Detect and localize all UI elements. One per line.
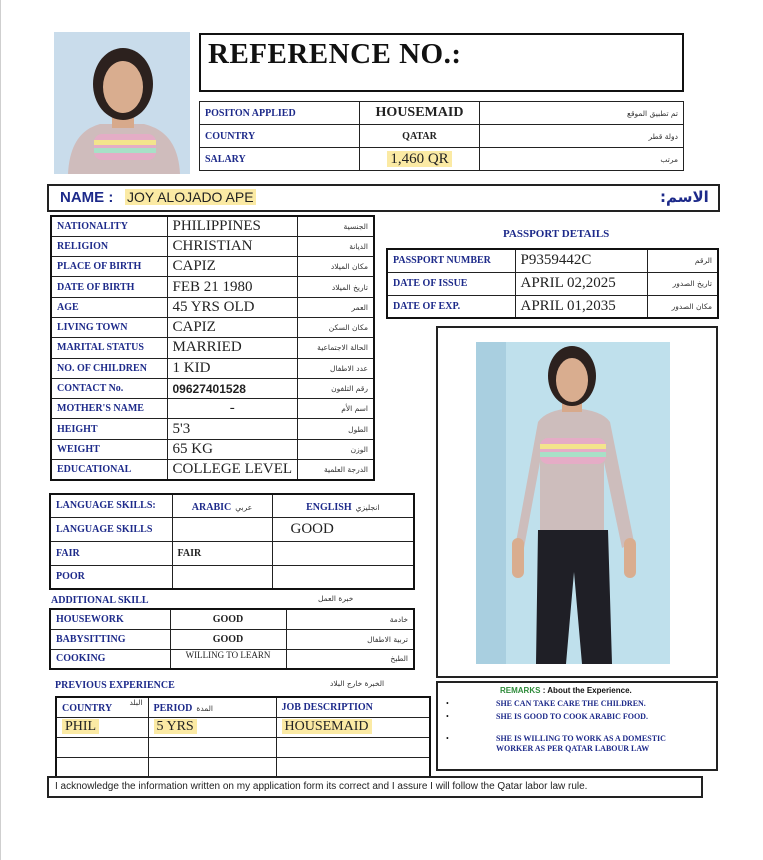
passport-value: P9359442C <box>515 249 647 272</box>
language-english-level <box>272 541 414 565</box>
additional-skill-row <box>50 609 414 629</box>
passport-row <box>387 272 718 295</box>
language-row <box>50 565 414 589</box>
experience-empty-row <box>56 757 430 777</box>
language-row <box>50 517 414 541</box>
personal-label-arabic: مكان الميلاد <box>298 257 374 277</box>
language-label: LANGUAGE SKILLS <box>50 517 172 541</box>
passport-label-arabic: الرقم <box>647 249 718 272</box>
job-value <box>360 102 480 125</box>
personal-value: PHILIPPINES <box>167 216 298 236</box>
job-value <box>360 125 480 148</box>
additional-skill-row <box>50 649 414 669</box>
reference-title: REFERENCE NO.: <box>208 38 462 70</box>
personal-row <box>51 236 374 256</box>
additional-skill-value: WILLING TO LEARN <box>170 649 286 669</box>
personal-label: EDUCATIONAL <box>51 460 167 480</box>
additional-skill-title: ADDITIONAL SKILL <box>51 595 149 606</box>
personal-row <box>51 297 374 317</box>
personal-label-arabic: الديانة <box>298 236 374 256</box>
remark-item: SHE IS WILLING TO WORK AS A DOMESTIC WORKER AS PER QATAR LABOUR LAW <box>496 734 666 753</box>
experience-empty-cell <box>56 737 148 757</box>
personal-label: MOTHER'S NAME <box>51 399 167 419</box>
job-row <box>200 148 684 171</box>
personal-label: CONTACT No. <box>51 378 167 398</box>
job-value <box>360 148 480 171</box>
experience-row <box>56 717 430 737</box>
experience-period <box>148 717 276 737</box>
personal-label: AGE <box>51 297 167 317</box>
experience-header-period: PERIOD المدة <box>148 697 276 717</box>
job-table <box>199 101 684 171</box>
experience-empty-cell <box>148 737 276 757</box>
experience-period-text: 5 YRS <box>154 719 197 734</box>
additional-skill-label: COOKING <box>50 649 170 669</box>
personal-row <box>51 338 374 358</box>
personal-row <box>51 317 374 337</box>
language-english-level <box>272 565 414 589</box>
experience-empty-cell <box>276 757 430 777</box>
personal-label-arabic: عدد الاطفال <box>298 358 374 378</box>
passport-label: DATE OF EXP. <box>387 295 515 318</box>
language-arabic-level <box>172 565 272 589</box>
experience-empty-cell <box>148 757 276 777</box>
additional-skill-arabic: خادمة <box>286 609 414 629</box>
personal-label-arabic: اسم الأم <box>298 399 374 419</box>
personal-value: CAPIZ <box>167 257 298 277</box>
additional-skill-value: GOOD <box>170 629 286 649</box>
personal-row <box>51 419 374 439</box>
personal-label: NO. OF CHILDREN <box>51 358 167 378</box>
personal-label-arabic: العمر <box>298 297 374 317</box>
language-header-arabic: ARABIC عربي <box>172 494 272 517</box>
passport-label-arabic: مكان الصدور <box>647 295 718 318</box>
personal-label-arabic: الدرجة العلمية <box>298 460 374 480</box>
experience-header-job: JOB DESCRIPTION <box>276 697 430 717</box>
passport-value: APRIL 01,2035 <box>515 295 647 318</box>
personal-label: MARITAL STATUS <box>51 338 167 358</box>
passport-row <box>387 249 718 272</box>
additional-skill-arabic: الطبخ <box>286 649 414 669</box>
language-header-english: ENGLISH انجليزي <box>272 494 414 517</box>
language-row <box>50 541 414 565</box>
personal-label-arabic: مكان السكن <box>298 317 374 337</box>
language-english-level: GOOD <box>272 517 414 541</box>
job-row <box>200 102 684 125</box>
job-label: COUNTRY <box>200 125 360 148</box>
experience-title: PREVIOUS EXPERIENCE <box>55 680 175 691</box>
passport-title: PASSPORT DETAILS <box>503 228 610 240</box>
experience-job <box>276 717 430 737</box>
personal-value: CHRISTIAN <box>167 236 298 256</box>
experience-country-text: PHIL <box>62 719 99 734</box>
personal-value: 65 KG <box>167 439 298 459</box>
applicant-full-body-photo <box>476 342 670 664</box>
job-value-text: 1,460 QR <box>387 151 451 167</box>
language-arabic-level: FAIR <box>172 541 272 565</box>
job-value-text: QATAR <box>402 130 437 142</box>
remark-item: SHE IS GOOD TO COOK ARABIC FOOD. <box>496 712 648 721</box>
personal-value: 1 KID <box>167 358 298 378</box>
personal-label: WEIGHT <box>51 439 167 459</box>
additional-skill-table <box>49 608 415 670</box>
personal-label-arabic: الطول <box>298 419 374 439</box>
language-label: POOR <box>50 565 172 589</box>
name-label: NAME : <box>60 189 114 206</box>
personal-value: 45 YRS OLD <box>167 297 298 317</box>
personal-label: DATE OF BIRTH <box>51 277 167 297</box>
job-row <box>200 125 684 148</box>
personal-label: RELIGION <box>51 236 167 256</box>
personal-label: HEIGHT <box>51 419 167 439</box>
personal-label-arabic: الحالة الاجتماعية <box>298 338 374 358</box>
personal-label: NATIONALITY <box>51 216 167 236</box>
language-header-label: LANGUAGE SKILLS: <box>50 494 172 517</box>
passport-value: APRIL 02,2025 <box>515 272 647 295</box>
personal-label: LIVING TOWN <box>51 317 167 337</box>
personal-row <box>51 378 374 398</box>
personal-value: - <box>167 399 298 419</box>
additional-skill-row <box>50 629 414 649</box>
remark-bullet: • <box>446 699 449 708</box>
experience-country <box>56 717 148 737</box>
job-value-text: HOUSEMAID <box>375 105 464 120</box>
personal-row <box>51 460 374 480</box>
personal-value: COLLEGE LEVEL <box>167 460 298 480</box>
job-label: POSITON APPLIED <box>200 102 360 125</box>
remark-item: SHE CAN TAKE CARE THE CHILDREN. <box>496 699 646 708</box>
personal-label: PLACE OF BIRTH <box>51 257 167 277</box>
additional-skill-value: GOOD <box>170 609 286 629</box>
experience-empty-cell <box>276 737 430 757</box>
job-label: SALARY <box>200 148 360 171</box>
personal-row <box>51 358 374 378</box>
passport-label: PASSPORT NUMBER <box>387 249 515 272</box>
name-value: JOY ALOJADO APE <box>127 189 254 205</box>
personal-row <box>51 399 374 419</box>
experience-table <box>55 696 431 778</box>
personal-value: 09627401528 <box>167 378 298 398</box>
experience-job-text: HOUSEMAID <box>282 719 372 734</box>
experience-empty-cell <box>56 757 148 777</box>
language-arabic-level <box>172 517 272 541</box>
personal-details-table <box>50 215 375 481</box>
personal-row <box>51 277 374 297</box>
personal-value: CAPIZ <box>167 317 298 337</box>
passport-label-arabic: تاريخ الصدور <box>647 272 718 295</box>
applicant-portrait-photo <box>54 32 190 174</box>
personal-row <box>51 216 374 236</box>
experience-title-arabic: الخبرة خارج البلاد <box>330 679 385 688</box>
personal-value: FEB 21 1980 <box>167 277 298 297</box>
passport-label: DATE OF ISSUE <box>387 272 515 295</box>
job-label-arabic: مرتب <box>480 148 684 171</box>
personal-row <box>51 439 374 459</box>
personal-label-arabic: الجنسية <box>298 216 374 236</box>
remark-bullet: • <box>446 734 449 743</box>
additional-skill-title-arabic: خبرة العمل <box>318 594 354 603</box>
passport-table <box>386 248 719 319</box>
personal-label-arabic: الوزن <box>298 439 374 459</box>
passport-row <box>387 295 718 318</box>
language-label: FAIR <box>50 541 172 565</box>
additional-skill-label: BABYSITTING <box>50 629 170 649</box>
job-label-arabic: تم تطبيق الموقع <box>480 102 684 125</box>
additional-skill-label: HOUSEWORK <box>50 609 170 629</box>
acknowledgement-text: I acknowledge the information written on my application form its correct and I assure I will follow the Qatar labor law rule. <box>55 781 588 792</box>
personal-label-arabic: رقم التلفون <box>298 378 374 398</box>
remark-bullet: • <box>446 712 449 721</box>
job-label-arabic: دولة قطر <box>480 125 684 148</box>
additional-skill-arabic: تربية الاطفال <box>286 629 414 649</box>
personal-value: 5'3 <box>167 419 298 439</box>
personal-row <box>51 257 374 277</box>
personal-label-arabic: تاريخ الميلاد <box>298 277 374 297</box>
experience-header-country: COUNTRY البلد <box>56 697 148 717</box>
personal-value: MARRIED <box>167 338 298 358</box>
remarks-title: REMARKS : About the Experience. <box>500 686 632 695</box>
language-table <box>49 493 415 590</box>
experience-empty-row <box>56 737 430 757</box>
name-label-arabic: الاسم: <box>660 188 709 206</box>
